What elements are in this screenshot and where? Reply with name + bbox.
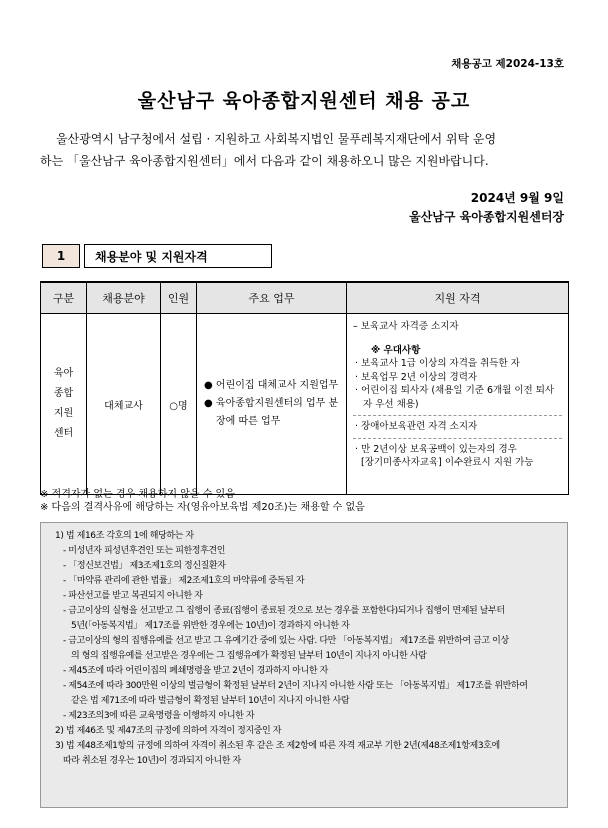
disq-sub: - 제45조에 따라 어린이집의 폐쇄명령을 받고 2년이 경과하지 아니한 자	[63, 666, 328, 676]
preference-item: · 보육업무 2년 이상의 경력자	[355, 371, 478, 383]
qual-main: – 보육교사 자격증 소지자	[353, 321, 459, 332]
header-division: 구분	[41, 282, 87, 314]
special-qual: · 만 2년이상 보육공백이 있는자의 경우	[355, 443, 517, 455]
preference-item: · 어린이집 퇴사자 (채용일 기준 6개월 이전 퇴사자 우선 채용)	[355, 385, 555, 410]
intro-line-2: 하는 「울산남구 육아종합지원센터」에서 다음과 같이 채용하오니 많은 지원바랍니다.	[40, 154, 489, 168]
disq-sub-cont: 5년(「아동복지법」 제17조를 위반한 경우에는 10년)이 경과하지 아니한 자	[71, 621, 350, 631]
section-number: 1	[42, 244, 80, 268]
disq-item-3-cont: 따라 취소된 경우는 10년)이 경과되지 아니한 자	[63, 756, 241, 766]
count-cell: ○명	[161, 314, 197, 495]
division-text: 종합	[53, 388, 74, 399]
division-text: 지원	[53, 408, 74, 419]
disability-qual: · 장애아보육관련 자격 소지자	[355, 421, 478, 432]
table-row	[41, 314, 569, 495]
special-qual-detail: [장기미종사자교육] 이수완료시 지원 가능	[361, 457, 534, 468]
intro-paragraph	[40, 128, 568, 172]
notice-number: 채용공고 제2024-13호	[451, 58, 564, 70]
division-cell	[41, 314, 87, 495]
disq-sub: - 금고이상의 형의 집행유예를 선고 받고 그 유예기간 중에 있는 사람. 다만 「아동복지법」 제17조를 위반하여 금고 이상	[63, 636, 509, 646]
duty-item: ● 육아종합지원센터의 업무 분장에 따른 업무	[204, 398, 339, 427]
disq-item-2: 2) 법 제46조 및 제47조의 규정에 의하여 자격이 정지중인 자	[55, 726, 282, 736]
note-item: ※ 다음의 결격사유에 해당하는 자(영유아보육법 제20조)는 채용할 수 없음	[40, 501, 365, 513]
disq-item-3: 3) 법 제48조제1항의 규정에 의하여 자격이 취소된 후 같은 조 제2항에 따른 자격 재교부 기한 2년(제48조제1항제3호에	[55, 741, 500, 751]
intro-line-1: 울산광역시 남구청에서 설립 · 지원하고 사회복지법인 물푸레복지재단에서 위탁 운영	[56, 132, 497, 146]
disq-sub: - 제54조에 따라 300만원 이상의 벌금형이 확정된 날부터 2년이 지나지 아니한 사람 또는 「아동복지법」 제17조를 위반하여	[63, 681, 528, 691]
qualifications-cell	[347, 314, 569, 495]
duty-item: ● 어린이집 대체교사 지원업무	[204, 380, 339, 391]
disq-sub-cont: 의 형의 집행유예를 선고받은 경우에는 그 집행유예가 확정된 날부터 10년이 지나지 아니한 사람	[71, 651, 427, 661]
disq-sub-cont: 같은 법 제71조에 따라 벌금형이 확정된 날부터 10년이 지나지 아니한 사람	[71, 696, 350, 706]
disq-sub: - 「마약류 관리에 관한 법률」 제2조제1호의 마약류에 중독된 자	[63, 576, 305, 586]
disqualification-box	[40, 522, 568, 808]
section-title: 채용분야 및 지원자격	[84, 244, 272, 268]
notes	[40, 489, 568, 514]
duties-cell	[197, 314, 347, 495]
note-item: ※ 적격자가 없는 경우 채용하지 않을 수 있음	[40, 489, 235, 500]
disq-sub: - 파산선고를 받고 복권되지 아니한 자	[63, 591, 203, 601]
header-count: 인원	[161, 282, 197, 314]
disq-sub: - 미성년자 피성년후견인 또는 피한정후견인	[63, 546, 225, 556]
field-cell: 대체교사	[87, 314, 161, 495]
disq-sub: - 금고이상의 실형을 선고받고 그 집행이 종료(집행이 종료된 것으로 보는 경우를 포함한다)되거나 집행이 면제된 날부터	[63, 606, 505, 616]
notice-date: 2024년 9월 9일	[470, 191, 564, 205]
preference-item: · 보육교사 1급 이상의 자격을 취득한 자	[355, 358, 520, 369]
disq-sub: - 「정신보건법」 제3조제1호의 정신질환자	[63, 561, 226, 571]
header-field: 채용분야	[87, 282, 161, 314]
header-qualifications: 지원 자격	[347, 282, 569, 314]
disq-item-1: 1) 법 제16조 각호의 1에 해당하는 자	[55, 531, 194, 541]
division-text: 육아	[53, 368, 74, 379]
divider	[353, 415, 562, 416]
disq-sub: - 제23조의3에 따른 교육명령을 이행하지 아니한 자	[63, 711, 255, 721]
divider	[353, 438, 562, 439]
recruitment-table	[40, 281, 569, 495]
table-header-row	[41, 282, 569, 314]
division-text: 센터	[53, 428, 74, 439]
header-duties: 주요 업무	[197, 282, 347, 314]
page-title: 울산남구 육아종합지원센터 채용 공고	[137, 90, 471, 112]
preference-title: ※ 우대사항	[371, 344, 421, 356]
issuer: 울산남구 육아종합지원센터장	[409, 210, 564, 224]
